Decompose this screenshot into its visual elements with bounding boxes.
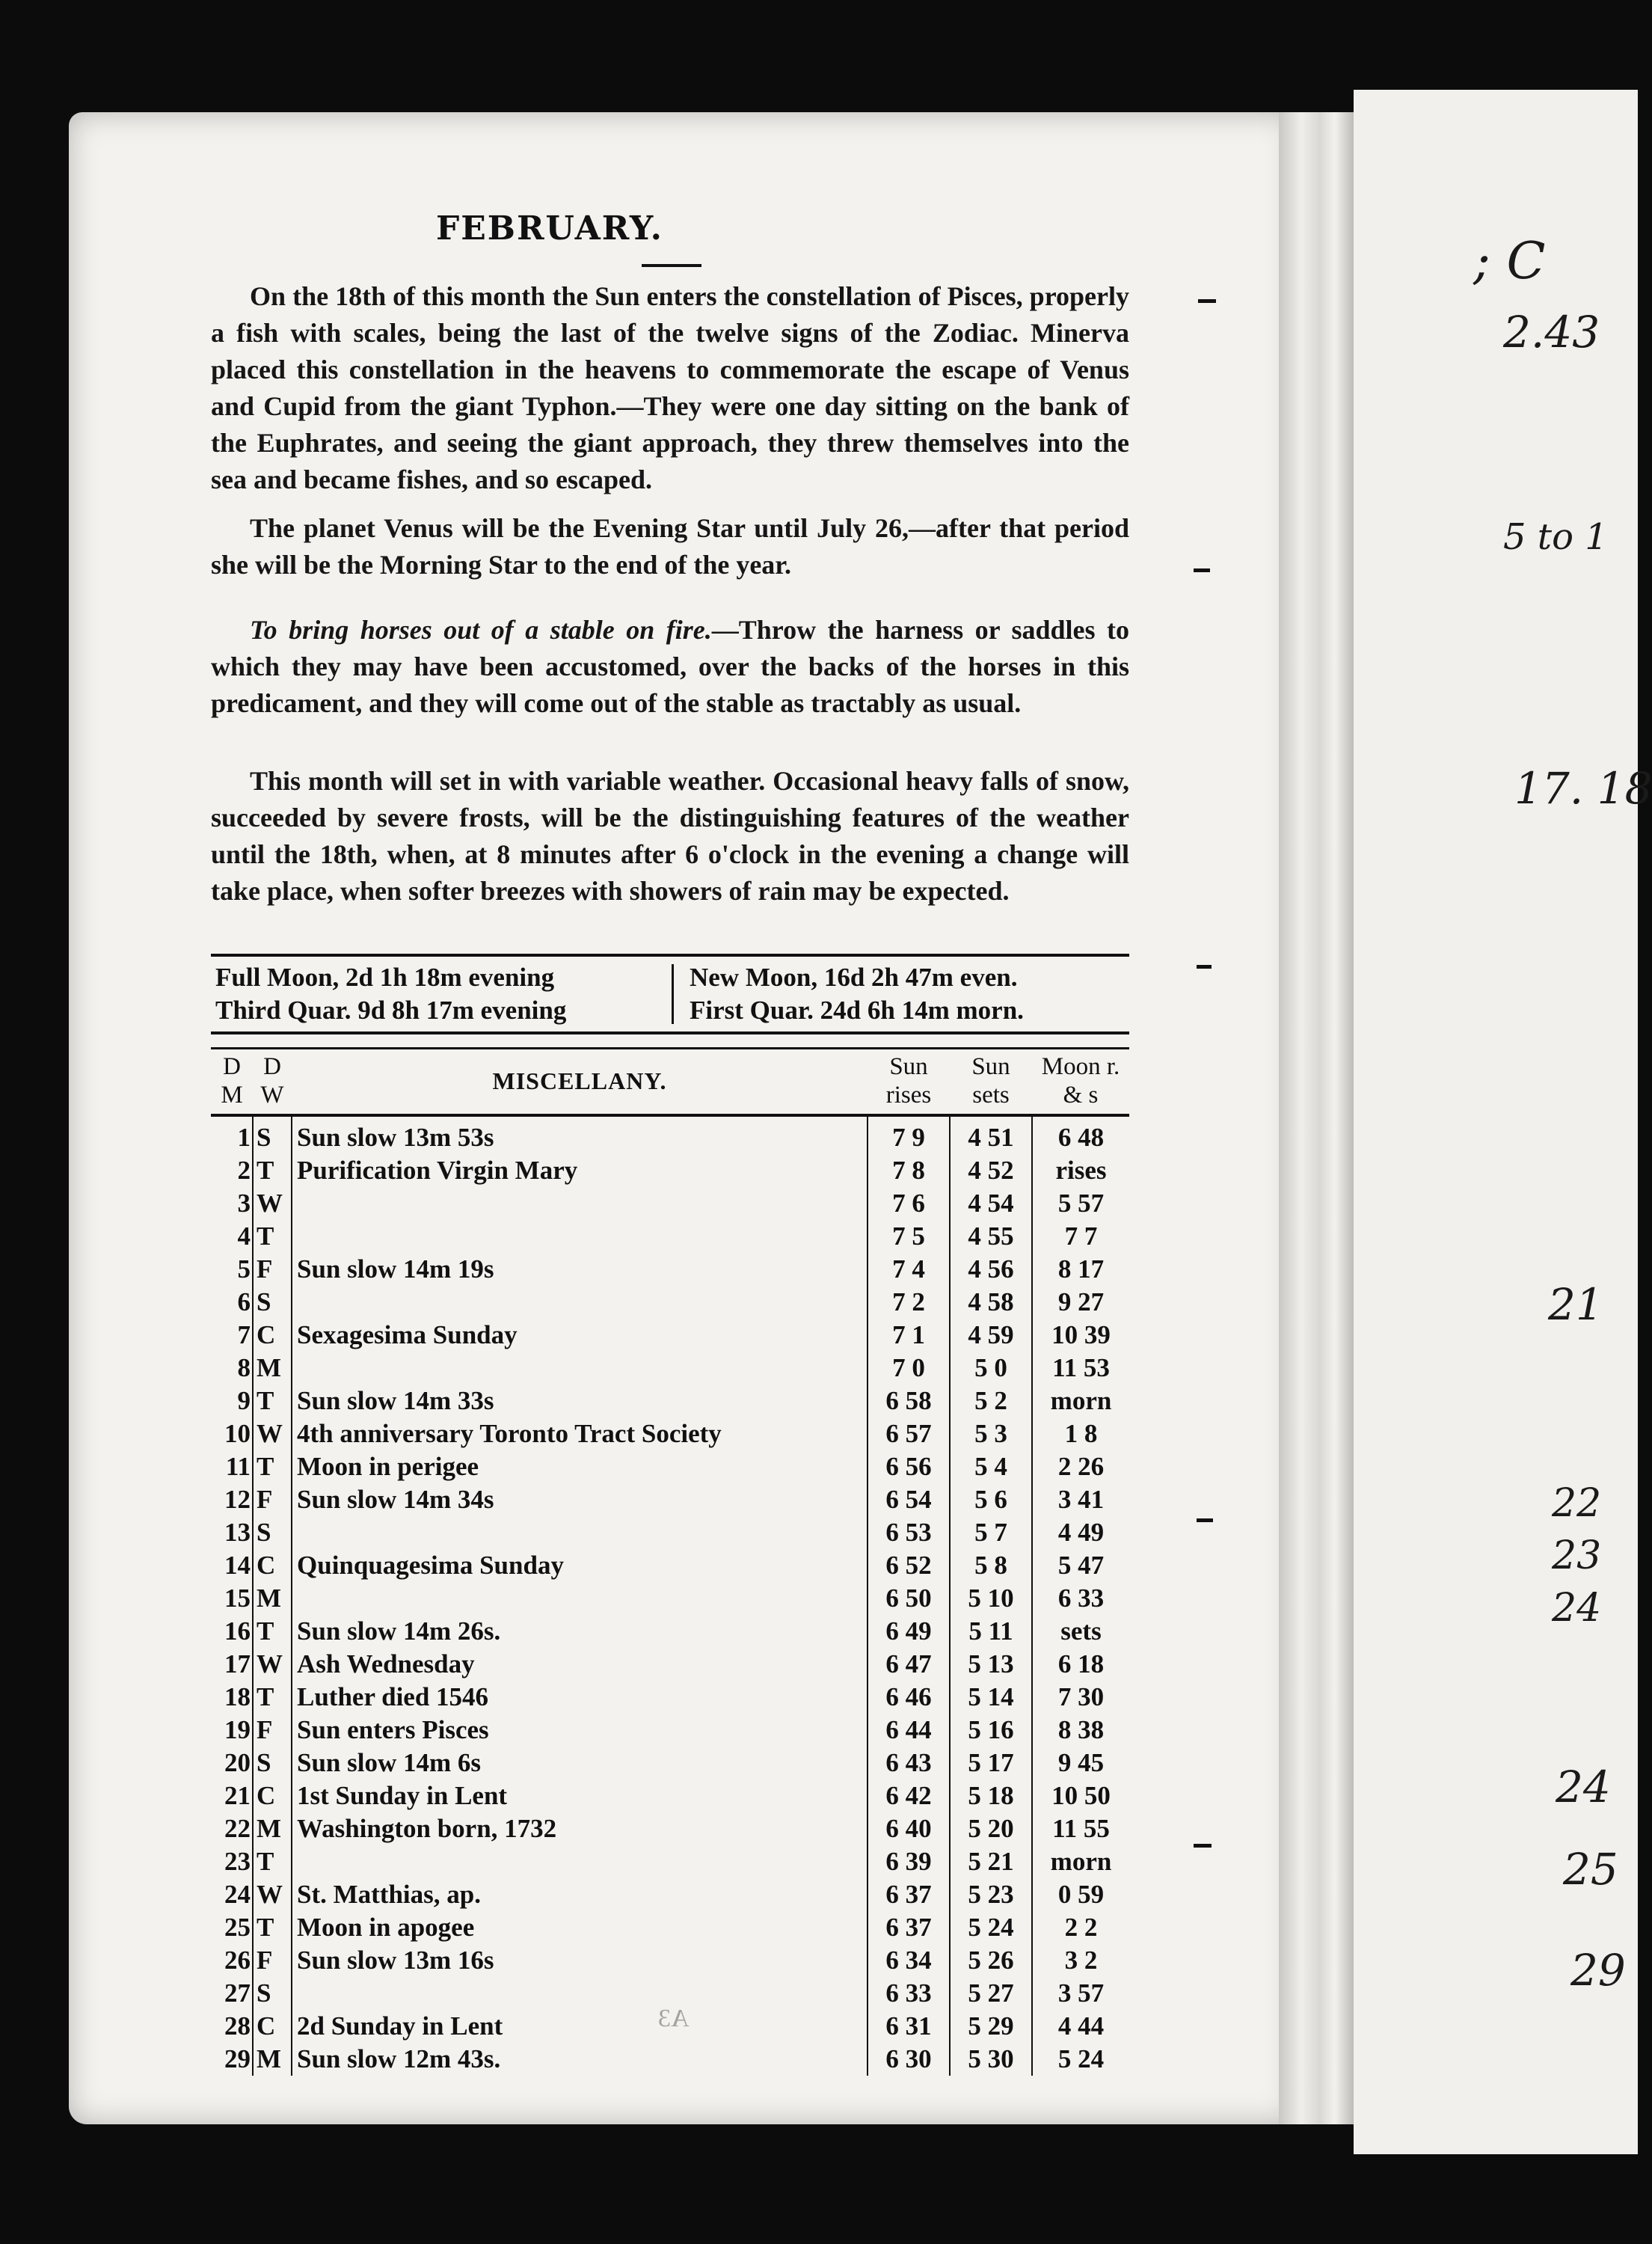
cell-day-of-week: T <box>253 1845 292 1878</box>
moon-full: Full Moon, 2d 1h 18m evening <box>215 963 555 992</box>
cell-sun-rises: 6 44 <box>868 1714 950 1747</box>
cell-moon-rise-set: 0 59 <box>1032 1878 1129 1911</box>
cell-day-of-month: 1 <box>211 1115 253 1154</box>
cell-sun-rises: 6 56 <box>868 1450 950 1483</box>
cell-miscellany: Moon in perigee <box>297 1452 479 1481</box>
edge-tick <box>1198 299 1216 303</box>
cell-day-of-month: 5 <box>211 1253 253 1286</box>
cell-sun-sets: 4 52 <box>950 1154 1032 1187</box>
cell-sun-sets: 5 6 <box>950 1483 1032 1516</box>
margin-note-5: 21 <box>1548 1279 1603 1330</box>
cell-sun-rises: 7 6 <box>868 1187 950 1220</box>
cell-day-of-week: S <box>253 1115 292 1154</box>
cell-sun-rises: 7 2 <box>868 1286 950 1319</box>
cell-miscellany: Sun slow 14m 34s <box>297 1485 494 1514</box>
cell-sun-rises: 7 4 <box>868 1253 950 1286</box>
calendar-row <box>211 1220 1129 1253</box>
paragraph-venus: The planet Venus will be the Evening Star until July 26,—after that period she will be the Morning Star to the end of the year. <box>211 513 1129 580</box>
cell-day-of-month: 26 <box>211 1944 253 1977</box>
book-gutter <box>1279 112 1354 2124</box>
cell-sun-sets: 4 55 <box>950 1220 1032 1253</box>
cell-moon-rise-set: 10 39 <box>1032 1319 1129 1352</box>
calendar-row <box>211 1812 1129 1845</box>
cell-miscellany: Sexagesima Sunday <box>297 1320 518 1349</box>
cell-moon-rise-set: 9 45 <box>1032 1747 1129 1779</box>
cell-sun-sets: 5 26 <box>950 1944 1032 1977</box>
calendar-row <box>211 1779 1129 1812</box>
cell-day-of-month: 18 <box>211 1681 253 1714</box>
calendar-row <box>211 1417 1129 1450</box>
cell-miscellany <box>292 1582 868 1615</box>
calendar-row <box>211 1154 1129 1187</box>
cell-sun-rises: 6 30 <box>868 2043 950 2076</box>
cell-sun-rises: 6 52 <box>868 1549 950 1582</box>
cell-day-of-week: T <box>253 1154 292 1187</box>
margin-note-8: 24 <box>1552 1586 1602 1631</box>
cell-day-of-week: S <box>253 1516 292 1549</box>
cell-day-of-month: 28 <box>211 2010 253 2043</box>
cell-sun-sets: 5 8 <box>950 1549 1032 1582</box>
cell-day-of-month: 14 <box>211 1549 253 1582</box>
cell-day-of-week: W <box>253 1187 292 1220</box>
cell-miscellany: Sun slow 14m 6s <box>297 1748 482 1777</box>
cell-sun-sets: 5 17 <box>950 1747 1032 1779</box>
cell-day-of-week: C <box>253 1549 292 1582</box>
moon-new: New Moon, 16d 2h 47m even. <box>690 963 1018 992</box>
cell-moon-rise-set: 8 17 <box>1032 1253 1129 1286</box>
cell-miscellany <box>292 1286 868 1319</box>
cell-day-of-month: 9 <box>211 1385 253 1417</box>
calendar-row <box>211 1582 1129 1615</box>
cell-day-of-month: 21 <box>211 1779 253 1812</box>
cell-sun-rises: 7 5 <box>868 1220 950 1253</box>
cell-sun-rises: 6 54 <box>868 1483 950 1516</box>
calendar-row <box>211 1115 1129 1154</box>
paragraph-weather: This month will set in with variable weather. Occasional heavy falls of snow, succeeded by severe frosts, will be the distinguishing features of the weather until the 18th, when, at 8 minutes after 6 o'clock in the evening a change will take place, when softer breezes with showers of rain may be expected. <box>211 766 1129 906</box>
cell-miscellany: Purification Virgin Mary <box>297 1156 578 1185</box>
header-sun-rises: Sun rises <box>868 1049 950 1116</box>
calendar-row <box>211 1516 1129 1549</box>
edge-tick <box>1197 1518 1213 1522</box>
calendar-row <box>211 1286 1129 1319</box>
cell-sun-sets: 5 0 <box>950 1352 1032 1385</box>
cell-sun-rises: 6 42 <box>868 1779 950 1812</box>
cell-day-of-month: 16 <box>211 1615 253 1648</box>
cell-sun-rises: 6 47 <box>868 1648 950 1681</box>
calendar-row <box>211 2043 1129 2076</box>
cell-sun-rises: 7 9 <box>868 1115 950 1154</box>
cell-day-of-month: 24 <box>211 1878 253 1911</box>
cell-sun-sets: 5 30 <box>950 2043 1032 2076</box>
cell-moon-rise-set: 4 49 <box>1032 1516 1129 1549</box>
cell-sun-sets: 5 23 <box>950 1878 1032 1911</box>
cell-sun-sets: 5 24 <box>950 1911 1032 1944</box>
cell-miscellany: Sun slow 12m 43s. <box>297 2044 501 2073</box>
cell-day-of-week: W <box>253 1648 292 1681</box>
cell-day-of-week: W <box>253 1878 292 1911</box>
calendar-row <box>211 1648 1129 1681</box>
cell-moon-rise-set: morn <box>1032 1385 1129 1417</box>
cell-sun-sets: 5 4 <box>950 1450 1032 1483</box>
calendar-row <box>211 1450 1129 1483</box>
cell-day-of-month: 8 <box>211 1352 253 1385</box>
cell-sun-rises: 7 1 <box>868 1319 950 1352</box>
cell-moon-rise-set: morn <box>1032 1845 1129 1878</box>
cell-sun-rises: 6 37 <box>868 1911 950 1944</box>
cell-moon-rise-set: 3 2 <box>1032 1944 1129 1977</box>
cell-sun-sets: 5 29 <box>950 2010 1032 2043</box>
title-rule <box>642 264 701 267</box>
margin-note-7: 23 <box>1552 1533 1602 1578</box>
cell-day-of-week: T <box>253 1450 292 1483</box>
cell-day-of-month: 3 <box>211 1187 253 1220</box>
cell-miscellany: 1st Sunday in Lent <box>297 1781 508 1810</box>
cell-miscellany <box>292 1977 868 2010</box>
calendar-row <box>211 1187 1129 1220</box>
calendar-row <box>211 1615 1129 1648</box>
calendar-row <box>211 1878 1129 1911</box>
cell-moon-rise-set: 7 7 <box>1032 1220 1129 1253</box>
cell-moon-rise-set: sets <box>1032 1615 1129 1648</box>
cell-day-of-week: M <box>253 1582 292 1615</box>
cell-moon-rise-set: 5 24 <box>1032 2043 1129 2076</box>
cell-sun-rises: 6 33 <box>868 1977 950 2010</box>
cell-day-of-week: S <box>253 1747 292 1779</box>
cell-moon-rise-set: 10 50 <box>1032 1779 1129 1812</box>
cell-moon-rise-set: 6 33 <box>1032 1582 1129 1615</box>
header-moon: Moon r. & s <box>1032 1049 1129 1116</box>
moon-third: Third Quar. 9d 8h 17m evening <box>215 996 567 1025</box>
calendar-row <box>211 1714 1129 1747</box>
cell-day-of-month: 25 <box>211 1911 253 1944</box>
cell-day-of-month: 12 <box>211 1483 253 1516</box>
cell-sun-sets: 5 18 <box>950 1779 1032 1812</box>
cell-day-of-week: S <box>253 1977 292 2010</box>
cell-sun-rises: 6 40 <box>868 1812 950 1845</box>
cell-miscellany: 2d Sunday in Lent <box>297 2011 503 2041</box>
cell-sun-sets: 5 16 <box>950 1714 1032 1747</box>
cell-day-of-week: F <box>253 1944 292 1977</box>
cell-sun-sets: 5 14 <box>950 1681 1032 1714</box>
cell-moon-rise-set: 1 8 <box>1032 1417 1129 1450</box>
cell-moon-rise-set: 8 38 <box>1032 1714 1129 1747</box>
cell-sun-sets: 5 11 <box>950 1615 1032 1648</box>
folio-mark: A3 <box>658 2005 690 2032</box>
cell-day-of-month: 22 <box>211 1812 253 1845</box>
calendar-row <box>211 1253 1129 1286</box>
cell-sun-sets: 5 13 <box>950 1648 1032 1681</box>
cell-miscellany: Ash Wednesday <box>297 1649 475 1679</box>
cell-sun-sets: 4 54 <box>950 1187 1032 1220</box>
cell-day-of-month: 27 <box>211 1977 253 2010</box>
cell-day-of-month: 23 <box>211 1845 253 1878</box>
cell-sun-rises: 6 50 <box>868 1582 950 1615</box>
cell-moon-rise-set: 6 18 <box>1032 1648 1129 1681</box>
cell-sun-sets: 5 20 <box>950 1812 1032 1845</box>
cell-sun-rises: 6 57 <box>868 1417 950 1450</box>
header-sun-sets: Sun sets <box>950 1049 1032 1116</box>
cell-day-of-month: 6 <box>211 1286 253 1319</box>
cell-moon-rise-set: 3 57 <box>1032 1977 1129 2010</box>
cell-sun-rises: 6 37 <box>868 1878 950 1911</box>
cell-miscellany <box>292 1516 868 1549</box>
calendar-body <box>211 1115 1129 2076</box>
cell-sun-sets: 4 58 <box>950 1286 1032 1319</box>
margin-note-1: ; C <box>1473 232 1546 291</box>
cell-miscellany: Sun slow 13m 53s <box>297 1123 494 1152</box>
cell-day-of-week: C <box>253 1779 292 1812</box>
cell-sun-sets: 5 2 <box>950 1385 1032 1417</box>
calendar-row <box>211 1549 1129 1582</box>
cell-sun-sets: 5 7 <box>950 1516 1032 1549</box>
header-day-of-week: D W <box>253 1049 292 1116</box>
calendar-row <box>211 1385 1129 1417</box>
cell-sun-rises: 6 49 <box>868 1615 950 1648</box>
margin-note-2: 2.43 <box>1503 307 1600 358</box>
cell-day-of-week: S <box>253 1286 292 1319</box>
edge-tick <box>1194 568 1210 572</box>
cell-moon-rise-set: 11 53 <box>1032 1352 1129 1385</box>
cell-sun-rises: 7 8 <box>868 1154 950 1187</box>
cell-sun-sets: 5 3 <box>950 1417 1032 1450</box>
cell-sun-sets: 4 59 <box>950 1319 1032 1352</box>
cell-day-of-week: T <box>253 1681 292 1714</box>
horses-lead: To bring horses out of a stable on fire. <box>250 615 712 645</box>
cell-sun-rises: 6 46 <box>868 1681 950 1714</box>
cell-moon-rise-set: 5 47 <box>1032 1549 1129 1582</box>
moon-phases-box <box>211 954 1129 1034</box>
cell-miscellany: Sun slow 14m 26s. <box>297 1616 501 1646</box>
edge-tick <box>1194 1844 1212 1848</box>
calendar-row <box>211 1352 1129 1385</box>
page-title: FEBRUARY. <box>436 209 663 248</box>
cell-sun-rises: 6 39 <box>868 1845 950 1878</box>
cell-day-of-week: T <box>253 1911 292 1944</box>
cell-day-of-week: F <box>253 1253 292 1286</box>
calendar-row <box>211 1483 1129 1516</box>
margin-note-11: 29 <box>1570 1945 1626 1996</box>
cell-sun-rises: 6 58 <box>868 1385 950 1417</box>
cell-day-of-week: F <box>253 1714 292 1747</box>
cell-day-of-month: 15 <box>211 1582 253 1615</box>
cell-day-of-week: C <box>253 2010 292 2043</box>
cell-day-of-month: 11 <box>211 1450 253 1483</box>
calendar-row <box>211 1845 1129 1878</box>
margin-note-3: 5 to 1 <box>1503 516 1608 558</box>
calendar-row <box>211 1944 1129 1977</box>
cell-miscellany: Sun slow 14m 33s <box>297 1386 494 1415</box>
cell-moon-rise-set: 11 55 <box>1032 1812 1129 1845</box>
cell-moon-rise-set: 3 41 <box>1032 1483 1129 1516</box>
cell-day-of-week: M <box>253 1812 292 1845</box>
cell-day-of-week: F <box>253 1483 292 1516</box>
calendar-header-row <box>211 1049 1129 1116</box>
cell-moon-rise-set: 4 44 <box>1032 2010 1129 2043</box>
cell-miscellany <box>292 1352 868 1385</box>
paragraph-pisces: On the 18th of this month the Sun enters the constellation of Pisces, properly a fish with scales, being the last of the twelve signs of the Zodiac. Minerva placed this constellation in the heavens to commemorate the escape of Venus and Cupid from the giant Typhon.—They were one day sitting on the bank of the Euphrates, and seeing the giant approach, they threw themselves into the sea and became fishes, and so escaped. <box>211 281 1129 494</box>
cell-miscellany: St. Matthias, ap. <box>297 1880 481 1909</box>
cell-day-of-week: M <box>253 1352 292 1385</box>
margin-note-6: 22 <box>1552 1481 1602 1526</box>
moon-divider <box>672 964 674 1024</box>
calendar-table <box>211 1047 1129 2076</box>
cell-day-of-week: C <box>253 1319 292 1352</box>
cell-day-of-month: 2 <box>211 1154 253 1187</box>
cell-sun-sets: 4 51 <box>950 1115 1032 1154</box>
cell-moon-rise-set: 2 26 <box>1032 1450 1129 1483</box>
cell-moon-rise-set: 9 27 <box>1032 1286 1129 1319</box>
moon-first: First Quar. 24d 6h 14m morn. <box>690 996 1024 1025</box>
cell-sun-rises: 6 43 <box>868 1747 950 1779</box>
cell-miscellany: Washington born, 1732 <box>297 1814 557 1843</box>
margin-note-10: 25 <box>1563 1844 1618 1895</box>
cell-day-of-month: 29 <box>211 2043 253 2076</box>
cell-day-of-week: W <box>253 1417 292 1450</box>
cell-moon-rise-set: 6 48 <box>1032 1115 1129 1154</box>
cell-day-of-week: T <box>253 1385 292 1417</box>
edge-tick <box>1197 965 1212 969</box>
cell-miscellany: Luther died 1546 <box>297 1682 489 1711</box>
cell-day-of-month: 7 <box>211 1319 253 1352</box>
margin-note-4: 17. 18 <box>1514 763 1652 814</box>
paragraph-horses <box>211 612 1129 722</box>
cell-day-of-month: 17 <box>211 1648 253 1681</box>
cell-sun-sets: 5 10 <box>950 1582 1032 1615</box>
cell-moon-rise-set: rises <box>1032 1154 1129 1187</box>
cell-moon-rise-set: 7 30 <box>1032 1681 1129 1714</box>
cell-moon-rise-set: 2 2 <box>1032 1911 1129 1944</box>
cell-miscellany: Sun slow 14m 19s <box>297 1254 494 1284</box>
cell-miscellany <box>292 1845 868 1878</box>
cell-miscellany: Sun enters Pisces <box>297 1715 489 1744</box>
cell-miscellany: Moon in apogee <box>297 1913 475 1942</box>
cell-sun-rises: 6 34 <box>868 1944 950 1977</box>
cell-day-of-month: 4 <box>211 1220 253 1253</box>
calendar-row <box>211 1747 1129 1779</box>
cell-miscellany <box>292 1187 868 1220</box>
cell-day-of-week: T <box>253 1615 292 1648</box>
cell-miscellany: Quinquagesima Sunday <box>297 1551 564 1580</box>
cell-sun-rises: 6 53 <box>868 1516 950 1549</box>
cell-miscellany: 4th anniversary Toronto Tract Society <box>297 1419 722 1448</box>
cell-moon-rise-set: 5 57 <box>1032 1187 1129 1220</box>
cell-sun-rises: 7 0 <box>868 1352 950 1385</box>
cell-sun-sets: 5 27 <box>950 1977 1032 2010</box>
cell-day-of-month: 19 <box>211 1714 253 1747</box>
calendar-row <box>211 1911 1129 1944</box>
cell-day-of-month: 10 <box>211 1417 253 1450</box>
calendar-row <box>211 1319 1129 1352</box>
calendar-row <box>211 1681 1129 1714</box>
cell-sun-sets: 5 21 <box>950 1845 1032 1878</box>
cell-day-of-week: M <box>253 2043 292 2076</box>
cell-day-of-month: 13 <box>211 1516 253 1549</box>
cell-sun-rises: 6 31 <box>868 2010 950 2043</box>
cell-miscellany <box>292 1220 868 1253</box>
horses-text: —Throw the harness or saddles to which they may have been accustomed, over the backs of the horses in this predicament, and they will come out of the stable as tractably as usual. <box>211 615 1129 718</box>
cell-sun-sets: 4 56 <box>950 1253 1032 1286</box>
header-miscellany: MISCELLANY. <box>292 1049 868 1116</box>
cell-miscellany: Sun slow 13m 16s <box>297 1946 494 1975</box>
cell-day-of-month: 20 <box>211 1747 253 1779</box>
margin-note-9: 24 <box>1556 1762 1611 1812</box>
cell-day-of-week: T <box>253 1220 292 1253</box>
header-day-of-month: D M <box>211 1049 253 1116</box>
